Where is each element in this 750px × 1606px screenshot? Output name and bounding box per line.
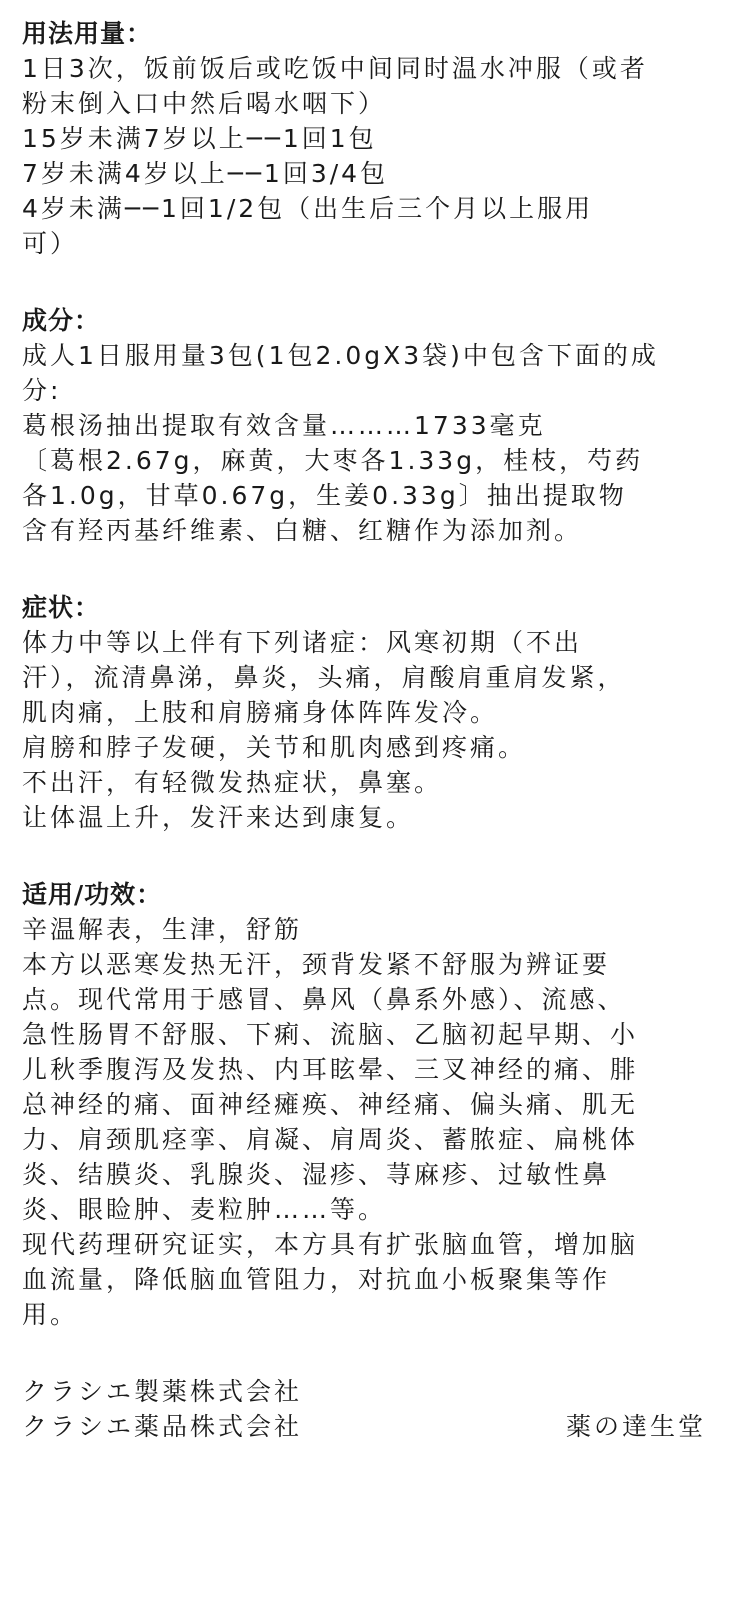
ingredients-line: 各1.0g，甘草0.67g，生姜0.33g〕抽出提取物 [22, 481, 627, 510]
usage-line: 15岁未满7岁以上──1回1包 [22, 124, 377, 153]
section-gap [22, 296, 728, 303]
footer-row [22, 1409, 728, 1444]
ingredients-line: 葛根汤抽出提取有效含量………1733毫克 [22, 411, 546, 440]
section-gap [22, 835, 728, 870]
efficacy-line: 儿秋季腹泻及发热、内耳眩晕、三叉神经的痛、腓 [22, 1055, 639, 1084]
efficacy-line: 辛温解表，生津，舒筋 [22, 915, 303, 944]
usage-line: 7岁未满4岁以上──1回3/4包 [22, 159, 389, 188]
efficacy-line: 本方以恶寒发热无汗，颈背发紧不舒服为辨证要 [22, 950, 611, 979]
company-name-1: クラシエ製薬株式会社 [22, 1377, 303, 1406]
usage-line: 1日3次，饭前饭后或吃饭中间同时温水冲服（或者 [22, 54, 648, 83]
document-page [22, 16, 728, 1444]
efficacy-heading: 适用/功效： [22, 880, 163, 909]
usage-heading: 用法用量： [22, 19, 153, 48]
store-name: 薬の達生堂 [565, 1412, 706, 1441]
ingredients-line: 〔葛根2.67g，麻黄，大枣各1.33g，桂枝，芍药 [22, 446, 644, 475]
efficacy-line: 力、肩颈肌痉挛、肩凝、肩周炎、蓄脓症、扁桃体 [22, 1125, 639, 1154]
efficacy-line: 血流量，降低脑血管阻力，对抗血小板聚集等作 [22, 1265, 611, 1294]
symptoms-line: 汗），流清鼻涕，鼻炎，头痛，肩酸肩重肩发紧， [22, 663, 626, 692]
symptoms-section [22, 590, 728, 835]
efficacy-line: 炎、结膜炎、乳腺炎、湿疹、荨麻疹、过敏性鼻 [22, 1160, 611, 1189]
company-name-2: クラシエ薬品株式会社 [22, 1412, 303, 1441]
usage-section [22, 16, 728, 261]
usage-line: 粉末倒入口中然后喝水咽下） [22, 89, 387, 118]
symptoms-line: 让体温上升，发汗来达到康复。 [22, 803, 415, 832]
efficacy-line: 总神经的痛、面神经瘫痪、神经痛、偏头痛、肌无 [22, 1090, 639, 1119]
section-gap [22, 548, 728, 583]
symptoms-line: 体力中等以上伴有下列诸症：风寒初期（不出 [22, 628, 583, 657]
efficacy-section [22, 877, 728, 1332]
usage-line: 4岁未满──1回1/2包（出生后三个月以上服用 [22, 194, 594, 223]
section-gap [22, 1367, 728, 1374]
section-gap [22, 870, 728, 877]
efficacy-line: 炎、眼睑肿、麦粒肿……等。 [22, 1195, 387, 1224]
section-gap [22, 1332, 728, 1367]
ingredients-heading: 成分： [22, 306, 101, 335]
section-gap [22, 583, 728, 590]
ingredients-section [22, 303, 728, 548]
efficacy-line: 现代药理研究证实，本方具有扩张脑血管，增加脑 [22, 1230, 639, 1259]
symptoms-line: 肌肉痛，上肢和肩膀痛身体阵阵发冷。 [22, 698, 499, 727]
efficacy-line: 用。 [22, 1300, 79, 1329]
efficacy-line: 急性肠胃不舒服、下痢、流脑、乙脑初起早期、小 [22, 1020, 639, 1049]
footer-section [22, 1374, 728, 1444]
ingredients-line: 分: [22, 376, 62, 405]
symptoms-line: 不出汗，有轻微发热症状，鼻塞。 [22, 768, 443, 797]
efficacy-line: 点。现代常用于感冒、鼻风（鼻系外感）、流感、 [22, 985, 626, 1014]
symptoms-heading: 症状： [22, 593, 101, 622]
symptoms-line: 肩膀和脖子发硬，关节和肌肉感到疼痛。 [22, 733, 527, 762]
ingredients-line: 含有羟丙基纤维素、白糖、红糖作为添加剂。 [22, 516, 583, 545]
section-gap [22, 261, 728, 296]
ingredients-line: 成人1日服用量3包(1包2.0gX3袋)中包含下面的成 [22, 341, 659, 370]
usage-line: 可） [22, 229, 79, 258]
